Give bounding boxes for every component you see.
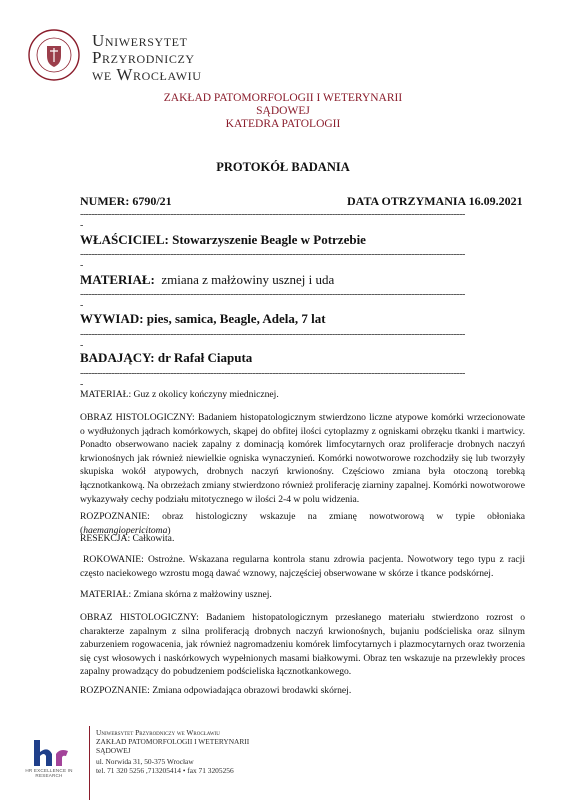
field-badajacy: BADAJĄCY: dr Rafał Ciaputa <box>80 350 253 365</box>
separator-line: ---------------------------------------------------------------------------------------------------------------------------------------- <box>80 250 465 260</box>
paragraph-material-1: MATERIAŁ: Guz z okolicy kończyny miednicznej. <box>80 389 279 400</box>
university-name-line-1: Uniwersytet <box>92 31 188 50</box>
paragraph-diagnosis-2: ROZPOZNANIE: Zmiana odpowiadająca obrazowi brodawki skórnej. <box>80 685 352 696</box>
separator-tail: - <box>80 379 84 390</box>
university-name-line-2: Przyrodniczy <box>92 48 195 67</box>
footer-divider <box>89 726 90 800</box>
paragraph-diagnosis-1: ROZPOZNANIE: obraz histologiczny wskazuje na zmianę nowotworową w typie obłoniaka (haemangiopericitoma) <box>80 511 525 536</box>
field-data-otrzymania: DATA OTRZYMANIA 16.09.2021 <box>347 194 523 208</box>
field-wywiad: WYWIAD: pies, samica, Beagle, Adela, 7 lat <box>80 311 326 326</box>
paragraph-material-2: MATERIAŁ: Zmiana skórna z małżowiny usznej. <box>80 589 272 600</box>
department-line-3: KATEDRA PATOLOGII <box>225 118 341 130</box>
hr-logo-caption: HR EXCELLENCE IN RESEARCH <box>25 768 73 778</box>
field-numer: NUMER: 6790/21 <box>80 194 172 208</box>
separator-tail: - <box>80 340 84 351</box>
separator-line: ---------------------------------------------------------------------------------------------------------------------------------------- <box>80 369 465 379</box>
footer-department: ZAKŁAD PATOMORFOLOGII I WETERYNARII <box>96 737 250 746</box>
separator-tail: - <box>80 300 84 311</box>
department-line-2: SĄDOWEJ <box>256 105 310 117</box>
field-material-value: zmiana z małżowiny usznej i uda <box>161 272 335 287</box>
field-wlasciciel: WŁAŚCICIEL: Stowarzyszenie Beagle w Potrzebie <box>80 232 366 247</box>
separator-tail: - <box>80 260 84 271</box>
paragraph-prognosis: ROKOWANIE: Ostrożne. Wskazana regularna kontrola stanu zdrowia pacjenta. Nowotwory tego typu z racji często naciekowego wzrostu mogą dawać wznowy, najczęściej obserwowane w skórze i tkance podskórnej. <box>80 554 525 579</box>
paragraph-resection: RESEKCJA: Całkowita. <box>80 533 175 544</box>
paragraph-histology-2: OBRAZ HISTOLOGICZNY: Badaniem histopatologicznym przesłanego materiału stwierdzono rozrost o charakterze zapalnym z silna proliferacją drobnych naczyń krwionośnych, bujaniu podścieliska oraz silnym zaburzeniem rogowacenia, jak również nagromadzeniu komórek limfocytarnych i plazmocytarnych oraz tworzenia się cyst włosowych i naskórkowych wypełnionych masami białkowymi. Obraz ten wskazuje na przewlekły proces zapalny prowadzący do pobudzeniem podścieliska łącznotkankowego. <box>80 612 525 678</box>
separator-line: ---------------------------------------------------------------------------------------------------------------------------------------- <box>80 330 465 340</box>
separator-line: ---------------------------------------------------------------------------------------------------------------------------------------- <box>80 290 465 300</box>
footer-address: ul. Norwida 31, 50-375 Wrocław <box>96 757 194 766</box>
field-material <box>80 272 334 288</box>
footer-phone: tel. 71 320 5256 ,713205414 • fax 71 3205256 <box>96 766 234 775</box>
separator-line: ---------------------------------------------------------------------------------------------------------------------------------------- <box>80 210 465 220</box>
university-seal-icon <box>28 29 80 81</box>
department-line-1: ZAKŁAD PATOMORFOLOGII I WETERYNARII <box>163 92 403 104</box>
university-name-line-3: we Wrocławiu <box>92 65 202 84</box>
document-title: PROTOKÓŁ BADANIA <box>216 160 350 174</box>
footer-department-2: SĄDOWEJ <box>96 746 131 755</box>
field-material-label: MATERIAŁ: <box>80 272 155 287</box>
separator-tail: - <box>80 220 84 231</box>
diagnosis-latin-term: haemangiopericitoma <box>83 524 168 536</box>
paragraph-histology-1: OBRAZ HISTOLOGICZNY: Badaniem histopatologicznym stwierdzono liczne atypowe komórki wrzecionowate o wydłużonych jądrach komórkowych, skąpej do obfitej ilości cytoplazmy z ogniskami obrzęku tkanki i martwicy. Ponadto obserwowano naciek zapalny z dominacją komórek limfocytarnych oraz proliferacje drobnych naczyń krwionośnych jak również niewielkie ogniska wynaczynień. Komórki nowotworowe rozchodziły się lub tworzyły skupiska wokół atypowych, drobnych naczyń krwionośny. Częściowo zmiana była otoczoną torebką łącznotkankową. Na obrzeżach zmiany stwierdzono również proliferację ziarniny zapalnej. Komórki nowotworowe wykazywały cechy podziału mitotycznego w ilości 2-4 w polu widzenia. <box>80 412 525 505</box>
footer-university: Uniwersytet Przyrodniczy we Wrocławiu <box>96 728 220 737</box>
